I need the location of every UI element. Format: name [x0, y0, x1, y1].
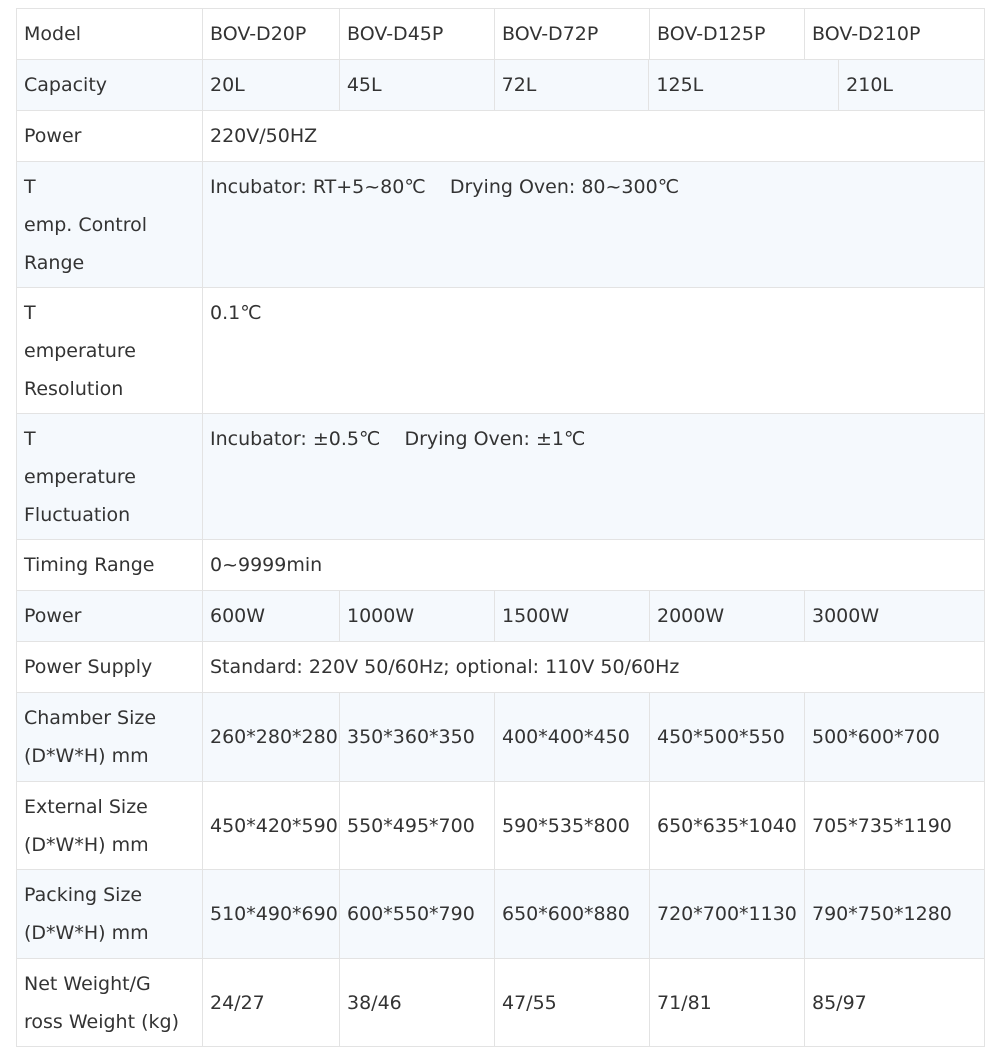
chamber-size-cell: 400*400*450	[495, 693, 650, 782]
model-cell: BOV-D210P	[805, 9, 985, 60]
row-label: Net Weight/G ross Weight (kg)	[17, 959, 203, 1047]
row-temp-resolution	[17, 288, 985, 414]
spec-table	[16, 8, 985, 1047]
model-cell: BOV-D125P	[650, 9, 805, 60]
packing-size-cell: 600*550*790	[340, 870, 495, 959]
capacity-cell: 210L	[846, 74, 894, 96]
model-cell: BOV-D45P	[340, 9, 495, 60]
timing-range-value: 0~9999min	[203, 540, 985, 591]
capacity-cell: 45L	[340, 60, 495, 110]
packing-size-cell: 510*490*690	[203, 870, 340, 959]
power-cell: 600W	[203, 591, 340, 642]
weight-cell: 85/97	[805, 959, 985, 1047]
chamber-size-cell: 450*500*550	[650, 693, 805, 782]
power-cell: 2000W	[650, 591, 805, 642]
chamber-size-cell: 260*280*280	[203, 693, 340, 782]
row-label: T emperature Resolution	[17, 288, 203, 414]
row-power-voltage	[17, 111, 985, 162]
row-temp-fluctuation	[17, 414, 985, 540]
row-label: Capacity	[17, 60, 203, 111]
row-label: Model	[17, 9, 203, 60]
power-supply-value: Standard: 220V 50/60Hz; optional: 110V 50/60Hz	[203, 642, 985, 693]
temp-control-range-value: Incubator: RT+5~80℃ Drying Oven: 80~300℃	[203, 162, 985, 288]
row-capacity	[17, 60, 985, 111]
row-label: Power	[17, 591, 203, 642]
capacity-cell: 125L	[649, 60, 839, 110]
capacity-cell: 20L	[203, 60, 340, 110]
power-cell: 3000W	[805, 591, 985, 642]
packing-size-cell: 720*700*1130	[650, 870, 805, 959]
row-label: T emperature Fluctuation	[17, 414, 203, 540]
external-size-cell: 590*535*800	[495, 782, 650, 870]
model-cell: BOV-D20P	[203, 9, 340, 60]
weight-cell: 38/46	[340, 959, 495, 1047]
row-packing-size	[17, 870, 985, 959]
row-model	[17, 9, 985, 60]
packing-size-cell: 790*750*1280	[805, 870, 985, 959]
row-power-supply	[17, 642, 985, 693]
chamber-size-cell: 500*600*700	[805, 693, 985, 782]
model-cell: BOV-D72P	[495, 9, 650, 60]
row-timing-range	[17, 540, 985, 591]
row-label: Timing Range	[17, 540, 203, 591]
external-size-cell: 705*735*1190	[805, 782, 985, 870]
external-size-cell: 650*635*1040	[650, 782, 805, 870]
row-label: External Size (D*W*H) mm	[17, 782, 203, 870]
row-label: Chamber Size (D*W*H) mm	[17, 693, 203, 782]
row-label: T emp. Control Range	[17, 162, 203, 288]
power-cell: 1500W	[495, 591, 650, 642]
external-size-cell: 550*495*700	[340, 782, 495, 870]
temp-fluctuation-value: Incubator: ±0.5℃ Drying Oven: ±1℃	[203, 414, 985, 540]
external-size-cell: 450*420*590	[203, 782, 340, 870]
capacity-cells	[203, 60, 985, 111]
row-weight	[17, 959, 985, 1047]
row-temp-control-range	[17, 162, 985, 288]
power-cell: 1000W	[340, 591, 495, 642]
row-external-size	[17, 782, 985, 870]
row-label: Power	[17, 111, 203, 162]
packing-size-cell: 650*600*880	[495, 870, 650, 959]
capacity-cell: 72L	[495, 60, 650, 110]
chamber-size-cell: 350*360*350	[340, 693, 495, 782]
row-label: Packing Size (D*W*H) mm	[17, 870, 203, 959]
weight-cell: 47/55	[495, 959, 650, 1047]
row-label: Power Supply	[17, 642, 203, 693]
power-voltage-value: 220V/50HZ	[203, 111, 985, 162]
row-power-watt	[17, 591, 985, 642]
temp-resolution-value: 0.1℃	[203, 288, 985, 414]
row-chamber-size	[17, 693, 985, 782]
weight-cell: 71/81	[650, 959, 805, 1047]
weight-cell: 24/27	[203, 959, 340, 1047]
